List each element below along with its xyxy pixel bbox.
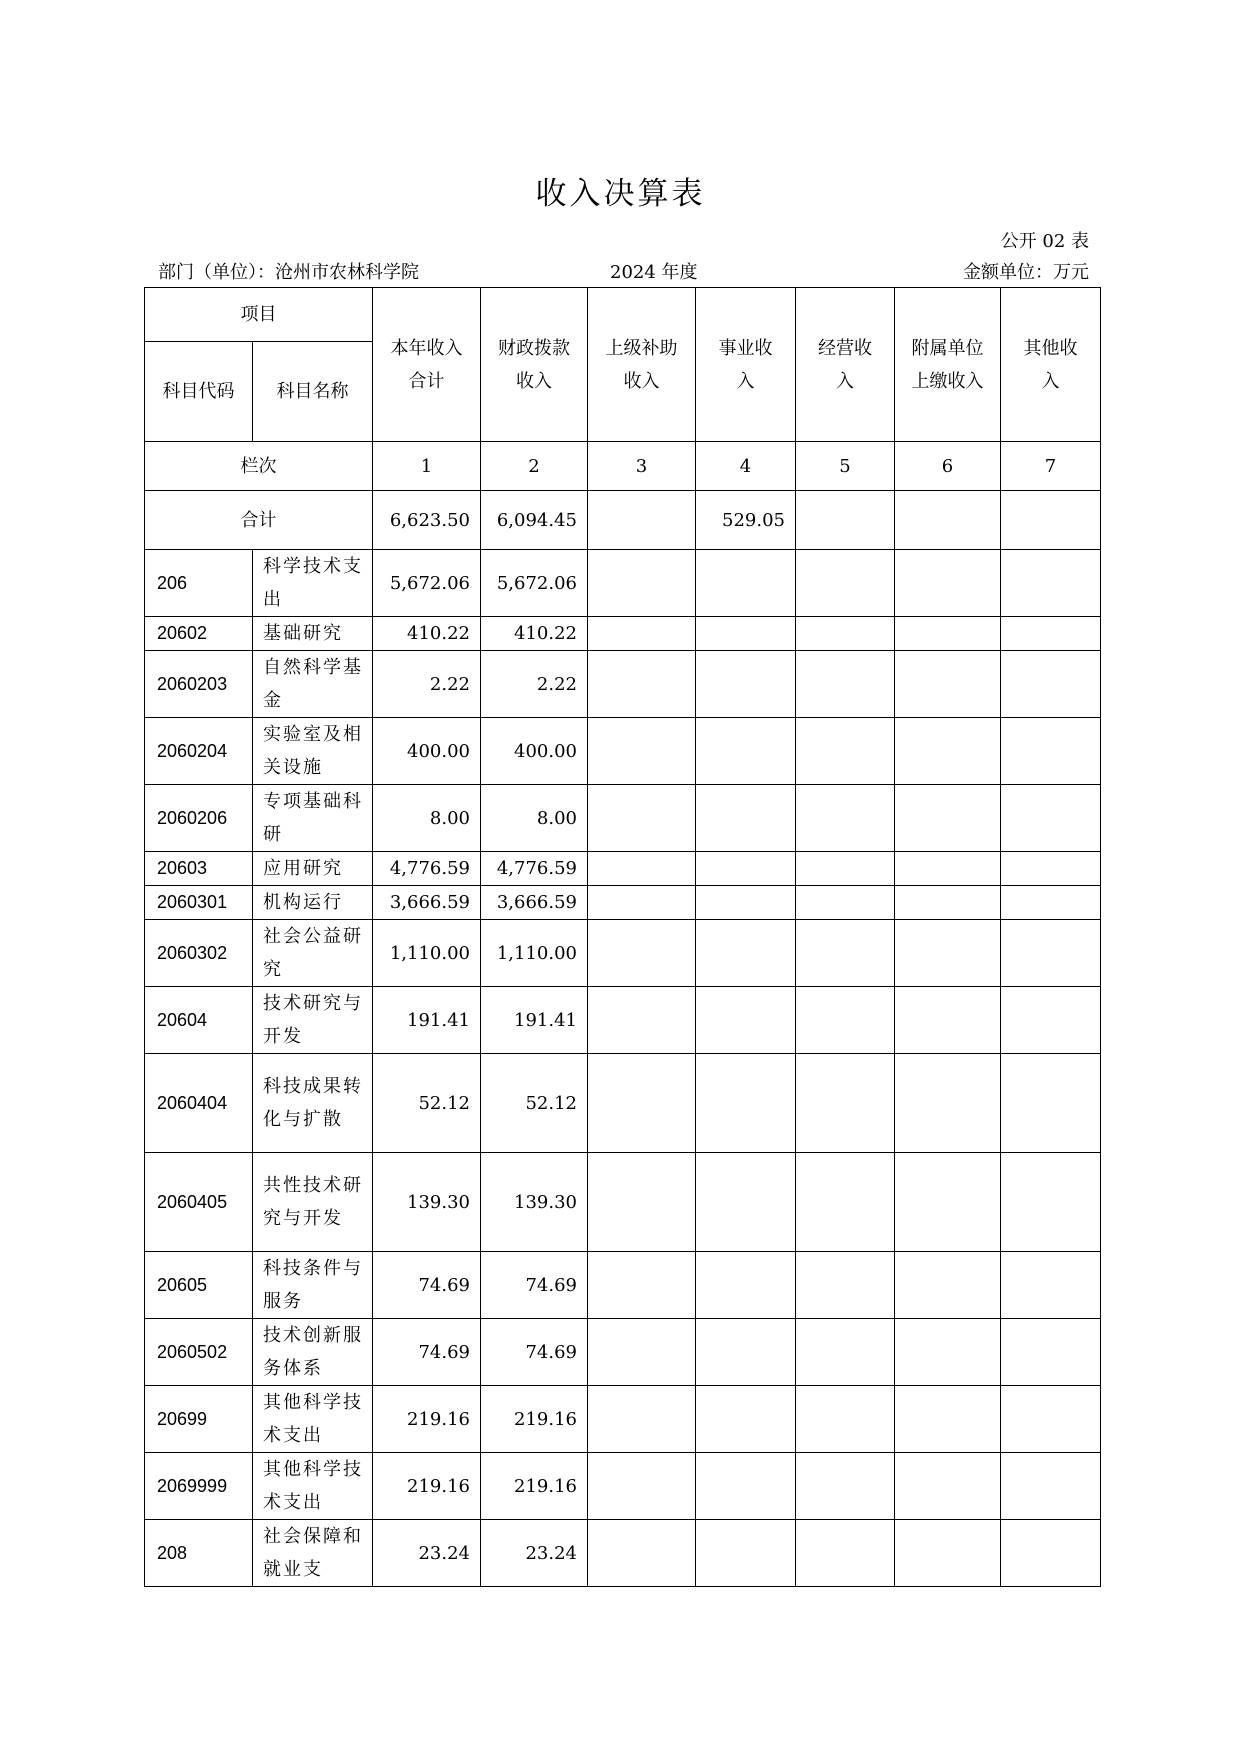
amount-cell [895,651,1001,718]
amount-cell [696,886,796,920]
amount-cell [588,852,696,886]
amount-cell [1001,1386,1101,1453]
amount-cell [796,718,895,785]
subject-name: 其他科学技术支出 [253,1386,373,1453]
income-table [144,287,1101,1587]
amount-cell [588,920,696,987]
amount-cell [895,1252,1001,1319]
table-row [145,1153,1101,1252]
column-index: 6 [895,442,1001,491]
amount-cell [696,1386,796,1453]
amount-cell [895,1153,1001,1252]
page-title: 收入决算表 [535,176,706,212]
amount-cell [796,1153,895,1252]
table-row [145,920,1101,987]
amount-cell: 8.00 [373,785,481,852]
header-col: 事业收 入 [696,288,796,442]
subject-name: 科学技术支出 [253,550,373,617]
amount-cell: 400.00 [373,718,481,785]
header-col: 上级补助 收入 [588,288,696,442]
amount-cell: 219.16 [481,1386,588,1453]
amount-cell [588,1319,696,1386]
subject-name: 技术研究与开发 [253,987,373,1054]
header-col: 附属单位 上缴收入 [895,288,1001,442]
header-name: 科目名称 [253,342,373,442]
amount-cell [895,1054,1001,1153]
amount-cell: 2.22 [373,651,481,718]
amount-cell [696,1054,796,1153]
amount-cell: 74.69 [373,1319,481,1386]
total-cell: 529.05 [696,491,796,550]
amount-cell [895,550,1001,617]
amount-cell: 3,666.59 [481,886,588,920]
amount-cell [696,1153,796,1252]
table-row [145,1054,1101,1153]
amount-cell [696,1252,796,1319]
amount-cell [1001,785,1101,852]
header-item: 项目 [145,288,373,342]
column-index: 2 [481,442,588,491]
table-row [145,617,1101,651]
amount-cell [588,987,696,1054]
amount-cell [588,1054,696,1153]
subject-code: 20602 [145,617,253,651]
amount-cell: 4,776.59 [481,852,588,886]
subject-code: 20603 [145,852,253,886]
subject-code: 2060405 [145,1153,253,1252]
table-row [145,886,1101,920]
column-index: 1 [373,442,481,491]
subject-code: 2060206 [145,785,253,852]
amount-cell [796,785,895,852]
total-row [145,491,1101,550]
amount-cell: 5,672.06 [373,550,481,617]
amount-cell [895,1520,1001,1587]
amount-cell [696,1319,796,1386]
subject-code: 2060502 [145,1319,253,1386]
amount-cell [1001,1153,1101,1252]
header-col: 本年收入 合计 [373,288,481,442]
amount-cell: 52.12 [373,1054,481,1153]
amount-cell [1001,1252,1101,1319]
amount-cell: 219.16 [481,1453,588,1520]
table-row [145,852,1101,886]
total-cell [895,491,1001,550]
amount-cell: 191.41 [481,987,588,1054]
amount-cell [796,987,895,1054]
amount-cell: 219.16 [373,1453,481,1520]
amount-cell: 74.69 [481,1319,588,1386]
subject-name: 实验室及相关设施 [253,718,373,785]
column-index: 4 [696,442,796,491]
amount-cell [696,920,796,987]
total-label: 合计 [145,491,373,550]
amount-cell [588,550,696,617]
subject-code: 20605 [145,1252,253,1319]
subject-name: 社会保障和就业支 [253,1520,373,1587]
amount-cell [696,1520,796,1587]
subject-name: 自然科学基金 [253,651,373,718]
total-cell [588,491,696,550]
amount-cell [895,1453,1001,1520]
amount-cell [796,1520,895,1587]
amount-cell: 139.30 [481,1153,588,1252]
amount-cell [796,550,895,617]
amount-cell [796,852,895,886]
amount-cell: 5,672.06 [481,550,588,617]
subject-code: 20604 [145,987,253,1054]
amount-cell [895,617,1001,651]
amount-cell [1001,718,1101,785]
amount-cell [696,718,796,785]
subject-name: 基础研究 [253,617,373,651]
total-cell: 6,623.50 [373,491,481,550]
amount-cell [588,1453,696,1520]
header-col: 财政拨款 收入 [481,288,588,442]
subject-code: 2060301 [145,886,253,920]
subject-code: 2069999 [145,1453,253,1520]
form-number: 公开 02 表 [1000,231,1089,252]
amount-cell [1001,852,1101,886]
amount-cell: 191.41 [373,987,481,1054]
department-label: 部门（单位）：沧州市农林科学院 [158,262,419,283]
amount-cell [796,651,895,718]
header-col: 其他收 入 [1001,288,1101,442]
report-meta [158,258,1089,282]
amount-cell: 3,666.59 [373,886,481,920]
amount-cell [588,785,696,852]
amount-cell [588,617,696,651]
amount-cell [588,1153,696,1252]
header-code: 科目代码 [145,342,253,442]
amount-cell [895,1319,1001,1386]
amount-cell: 400.00 [481,718,588,785]
amount-cell: 139.30 [373,1153,481,1252]
amount-cell [696,785,796,852]
amount-cell: 2.22 [481,651,588,718]
column-index: 5 [796,442,895,491]
subject-code: 2060302 [145,920,253,987]
subject-name: 专项基础科研 [253,785,373,852]
amount-cell [1001,1319,1101,1386]
subject-name: 共性技术研究与开发 [253,1153,373,1252]
amount-cell [895,852,1001,886]
column-index: 3 [588,442,696,491]
amount-cell [895,920,1001,987]
amount-cell [1001,651,1101,718]
amount-cell [895,886,1001,920]
amount-cell [1001,1520,1101,1587]
amount-cell: 52.12 [481,1054,588,1153]
amount-cell: 1,110.00 [481,920,588,987]
amount-cell [796,886,895,920]
total-cell [1001,491,1101,550]
total-cell [796,491,895,550]
amount-cell [796,920,895,987]
amount-cell: 8.00 [481,785,588,852]
subject-name: 技术创新服务体系 [253,1319,373,1386]
amount-cell: 410.22 [373,617,481,651]
amount-cell [1001,1453,1101,1520]
subject-code: 2060204 [145,718,253,785]
amount-cell [895,718,1001,785]
column-index: 7 [1001,442,1101,491]
table-row [145,550,1101,617]
subject-code: 2060203 [145,651,253,718]
amount-cell [588,718,696,785]
fiscal-year: 2024 年度 [610,262,698,283]
amount-cell [588,886,696,920]
amount-cell [796,1453,895,1520]
amount-cell [696,1453,796,1520]
table-row [145,718,1101,785]
subject-name: 机构运行 [253,886,373,920]
subject-code: 208 [145,1520,253,1587]
amount-cell [1001,1054,1101,1153]
amount-cell [588,1520,696,1587]
amount-cell: 410.22 [481,617,588,651]
amount-cell [796,1252,895,1319]
table-row [145,1520,1101,1587]
subject-name: 科技成果转化与扩散 [253,1054,373,1153]
amount-cell: 1,110.00 [373,920,481,987]
amount-cell [1001,886,1101,920]
table-row [145,651,1101,718]
amount-cell: 4,776.59 [373,852,481,886]
amount-cell: 219.16 [373,1386,481,1453]
subject-code: 20699 [145,1386,253,1453]
amount-cell [895,785,1001,852]
column-index-label: 栏次 [145,442,373,491]
table-row [145,1453,1101,1520]
table-row [145,1386,1101,1453]
amount-cell [588,1386,696,1453]
amount-cell [696,852,796,886]
amount-cell [696,550,796,617]
amount-cell [895,1386,1001,1453]
subject-code: 2060404 [145,1054,253,1153]
subject-code: 206 [145,550,253,617]
amount-cell [696,987,796,1054]
amount-cell [1001,920,1101,987]
amount-cell [1001,987,1101,1054]
subject-name: 其他科学技术支出 [253,1453,373,1520]
amount-cell [895,987,1001,1054]
amount-cell [796,1054,895,1153]
header-col: 经营收 入 [796,288,895,442]
amount-unit: 金额单位：万元 [963,262,1089,283]
amount-cell [588,1252,696,1319]
amount-cell: 74.69 [481,1252,588,1319]
table-row [145,785,1101,852]
table-row [145,1319,1101,1386]
amount-cell: 23.24 [373,1520,481,1587]
amount-cell [796,617,895,651]
amount-cell [796,1319,895,1386]
amount-cell [588,651,696,718]
subject-name: 社会公益研究 [253,920,373,987]
amount-cell [696,617,796,651]
table-row [145,987,1101,1054]
amount-cell [696,651,796,718]
amount-cell [1001,617,1101,651]
amount-cell [796,1386,895,1453]
amount-cell [1001,550,1101,617]
amount-cell: 74.69 [373,1252,481,1319]
subject-name: 科技条件与服务 [253,1252,373,1319]
total-cell: 6,094.45 [481,491,588,550]
subject-name: 应用研究 [253,852,373,886]
table-row [145,1252,1101,1319]
amount-cell: 23.24 [481,1520,588,1587]
